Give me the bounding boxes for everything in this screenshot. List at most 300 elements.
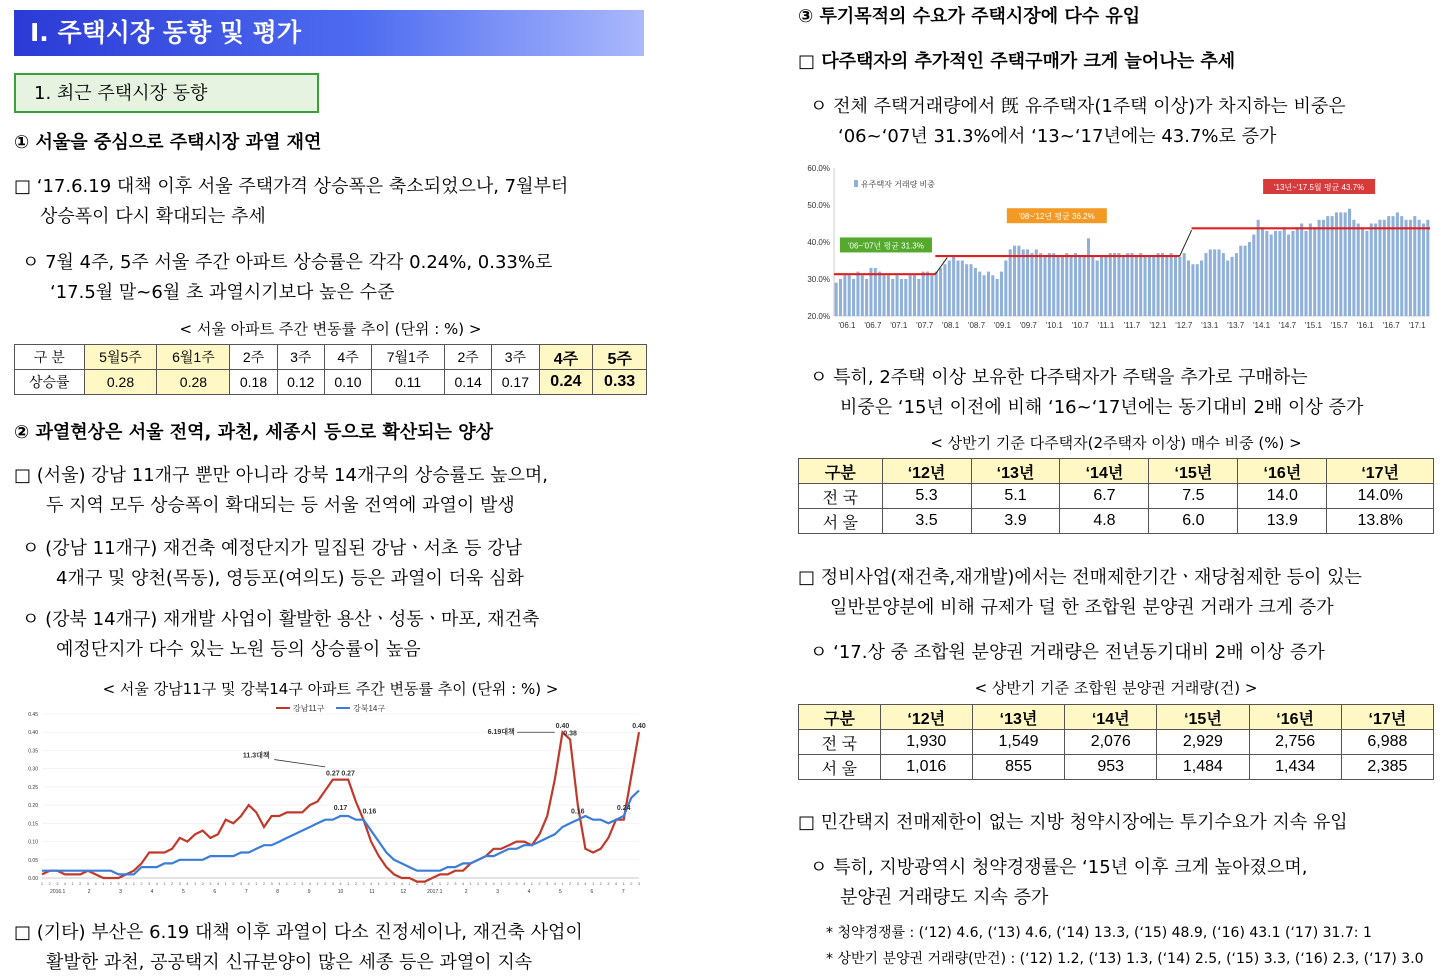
- bar: [961, 261, 964, 317]
- table-cell: 6,988: [1341, 730, 1433, 755]
- bar: [852, 279, 855, 316]
- x-tick-label: 2: [446, 881, 449, 886]
- data-label: 0.27: [326, 770, 340, 778]
- x-tick-label: '09.1: [993, 321, 1011, 330]
- x-tick-label: 3: [392, 881, 396, 886]
- bar: [1122, 257, 1125, 316]
- bar: [839, 279, 842, 316]
- y-tick-label: 50.0%: [807, 201, 830, 210]
- table-row: [799, 755, 1434, 780]
- bar: [996, 279, 999, 316]
- x-tick-label: 2: [599, 881, 602, 886]
- multi-home-buyer-table: [798, 458, 1434, 534]
- bar: [1244, 246, 1247, 316]
- x-tick-label: '11.1: [1097, 321, 1115, 330]
- bar: [1070, 257, 1073, 316]
- bar: [1126, 253, 1129, 316]
- legend-label: 강북14구: [353, 704, 386, 713]
- table-cell: 0.14: [445, 370, 492, 395]
- paragraph-5-line-1: ㅇ (강북 14개구) 재개발 사업이 활발한 용산ㆍ성동ㆍ마포, 재건축: [22, 609, 540, 630]
- bar: [1374, 224, 1377, 317]
- bar: [1222, 253, 1225, 316]
- x-tick-label: 1: [193, 881, 197, 886]
- legend-swatch: [854, 180, 858, 187]
- paragraph-r4-line-2: 일반분양분에 비해 규제가 덜 한 조합원 분양권 거래가 크게 증가: [830, 597, 1334, 618]
- table2-caption: < 상반기 기준 다주택자(2주택자 이상) 매수 비중 (%) >: [930, 434, 1302, 452]
- bar: [856, 272, 859, 316]
- data-label: 0.16: [570, 808, 585, 816]
- table-header-cell: 6월1주: [157, 345, 230, 370]
- bar: [896, 275, 899, 316]
- x-group-label: 6: [213, 889, 217, 895]
- x-group-label: 5: [182, 889, 185, 895]
- table-cell: 2,385: [1341, 755, 1433, 780]
- bar: [926, 272, 929, 316]
- bar: [843, 275, 846, 316]
- table-row: [799, 509, 1434, 534]
- average-label: '13년~'17.5월 평균 43.7%: [1273, 182, 1365, 192]
- bar: [1178, 257, 1181, 316]
- bar: [1022, 249, 1025, 316]
- bar: [1331, 216, 1334, 316]
- x-tick-label: '07.7: [916, 321, 934, 330]
- bar: [1109, 253, 1112, 316]
- table-cell: 1,930: [880, 730, 972, 755]
- bar: [887, 275, 890, 316]
- x-tick-label: '14.7: [1278, 321, 1297, 330]
- x-tick-label: '12.1: [1149, 321, 1167, 330]
- x-tick-label: 3: [637, 881, 641, 886]
- bar: [1200, 261, 1203, 317]
- paragraph-1-line-1: □ ‘17.6.19 대책 이후 서울 주택가격 상승폭은 축소되었으나, 7월부터: [14, 176, 569, 197]
- data-label: 0.40: [555, 723, 570, 731]
- table-cell: 14.0: [1238, 484, 1327, 509]
- x-tick-label: 4: [278, 881, 281, 886]
- bar: [1231, 257, 1234, 316]
- bar: [909, 275, 912, 316]
- bar: [1174, 257, 1177, 316]
- x-tick-label: 3: [117, 881, 120, 886]
- y-tick-label: 0.40: [28, 730, 38, 737]
- x-tick-label: 2: [415, 881, 419, 886]
- table-cell: 6.7: [1060, 484, 1149, 509]
- table-cell: 0.28: [157, 370, 230, 395]
- paragraph-r2-line-2: ‘06~‘07년 31.3%에서 ‘13~‘17년에는 43.7%로 증가: [838, 126, 1277, 147]
- x-tick-label: 4: [308, 881, 312, 886]
- bar: [1422, 224, 1425, 317]
- table-header-cell: ‘14년: [1065, 705, 1157, 730]
- x-tick-label: 2: [79, 881, 82, 886]
- x-tick-label: '13.7: [1227, 321, 1245, 330]
- bar: [1139, 253, 1142, 316]
- x-tick-label: 4: [155, 881, 158, 886]
- x-tick-label: 2: [507, 881, 511, 886]
- x-tick-label: 4: [584, 881, 587, 886]
- x-tick-label: '07.1: [890, 321, 908, 330]
- x-tick-label: 3: [515, 881, 518, 886]
- x-tick-label: 4: [431, 881, 434, 886]
- x-tick-label: 3: [239, 881, 243, 886]
- bar: [861, 275, 864, 316]
- section-subtitle: 1. 최근 주택시장 동향: [14, 73, 319, 113]
- union-presale-table: [798, 704, 1434, 780]
- bar: [991, 275, 994, 316]
- x-tick-label: 2: [109, 881, 113, 886]
- x-tick-label: '16.7: [1382, 321, 1400, 330]
- bar: [956, 261, 959, 317]
- table-cell: 13.8%: [1327, 509, 1434, 534]
- y-tick-label: 60.0%: [807, 164, 830, 173]
- table-header-cell: 2주: [445, 345, 492, 370]
- x-tick-label: '13.1: [1201, 321, 1219, 330]
- bar: [1248, 242, 1251, 316]
- y-tick-label: 0.25: [28, 784, 38, 791]
- x-tick-label: '10.1: [1045, 321, 1063, 330]
- data-label: 0.40: [632, 723, 646, 731]
- bar: [1270, 235, 1273, 316]
- bar: [900, 279, 903, 316]
- table-row: [15, 370, 647, 395]
- bar: [1400, 216, 1403, 316]
- x-tick-label: 1: [255, 881, 258, 886]
- x-tick-label: '08.7: [967, 321, 986, 330]
- x-tick-label: 4: [523, 881, 526, 886]
- table-cell: 5.1: [971, 484, 1060, 509]
- table-header-cell: ‘12년: [880, 705, 972, 730]
- bar: [1226, 261, 1229, 317]
- x-group-label: 10: [337, 889, 344, 895]
- x-tick-label: 1: [347, 881, 350, 886]
- bar: [1413, 216, 1416, 316]
- table-cell: 0.17: [492, 370, 539, 395]
- paragraph-r3-line-1: ㅇ 특히, 2주택 이상 보유한 다주택자가 주택을 추가로 구매하는: [810, 367, 1308, 388]
- x-tick-label: 4: [339, 881, 342, 886]
- bar: [1418, 220, 1421, 316]
- table-header-cell: 구 분: [15, 345, 85, 370]
- bar: [1030, 253, 1033, 316]
- bar: [1144, 257, 1147, 316]
- table-cell: 상승률: [15, 370, 85, 395]
- x-tick-label: 3: [576, 881, 579, 886]
- x-tick-label: 2: [354, 881, 357, 886]
- annotation-label: 6.19대책: [487, 729, 515, 737]
- x-group-label: 2016.1: [50, 889, 66, 895]
- bar: [891, 279, 894, 316]
- table-header-cell: ‘13년: [971, 459, 1060, 484]
- table-cell: 0.18: [230, 370, 277, 395]
- owner-share-bar-chart: [798, 160, 1434, 344]
- bar: [948, 261, 951, 317]
- table-header-cell: 3주: [277, 345, 324, 370]
- paragraph-r2-line-1: ㅇ 전체 주택거래량에서 旣 유주택자(1주택 이상)가 차지하는 비중은: [810, 96, 1346, 117]
- table-header-cell: ‘13년: [972, 705, 1064, 730]
- footnote-presale-volume: * 상반기 분양권 거래량(만건) : (‘12) 1.2, (‘13) 1.3, (‘14) 2.5, (‘15) 3.3, (‘16) 2.3, (‘17) 3.0: [826, 951, 1424, 967]
- x-tick-label: 1: [102, 881, 105, 886]
- x-tick-label: 1: [163, 881, 166, 886]
- table-cell: 2,076: [1065, 730, 1157, 755]
- bar: [1135, 257, 1138, 316]
- paragraph-r7-line-2: 분양권 거래량도 지속 증가: [840, 887, 1049, 908]
- table-cell: 3.5: [882, 509, 971, 534]
- bar: [1391, 216, 1394, 316]
- bar: [1357, 224, 1360, 317]
- table-header-cell: 구분: [799, 705, 881, 730]
- heading-section-2: ② 과열현상은 서울 전역, 과천, 세종시 등으로 확산되는 양상: [14, 422, 493, 443]
- bar: [917, 279, 920, 316]
- table-cell: 2,756: [1249, 730, 1341, 755]
- paragraph-r7-line-1: ㅇ 특히, 지방광역시 청약경쟁률은 ‘15년 이후 크게 높아졌으며,: [810, 857, 1308, 878]
- table-cell: 1,484: [1157, 755, 1249, 780]
- bar: [1318, 220, 1321, 316]
- x-tick-label: 3: [454, 881, 457, 886]
- table-cell: 0.12: [277, 370, 324, 395]
- y-tick-label: 0.45: [28, 712, 38, 718]
- x-tick-label: 2: [201, 881, 204, 886]
- bar: [1352, 220, 1355, 316]
- table-header-cell: ‘17년: [1327, 459, 1434, 484]
- bar: [1278, 231, 1281, 316]
- x-tick-label: '16.1: [1356, 321, 1374, 330]
- annotation-label: 11.3대책: [242, 752, 270, 760]
- x-tick-label: '09.7: [1019, 321, 1037, 330]
- bar: [1405, 220, 1408, 316]
- table-row: [799, 730, 1434, 755]
- y-tick-label: 0.35: [28, 748, 38, 755]
- average-label: '06~'07년 평균 31.3%: [848, 241, 924, 251]
- x-tick-label: 4: [553, 881, 556, 886]
- x-tick-label: 3: [178, 881, 181, 886]
- table-header-cell: 5월5주: [84, 345, 157, 370]
- table-cell: 0.28: [84, 370, 157, 395]
- x-tick-label: 1: [622, 881, 625, 886]
- page-title: Ⅰ. 주택시장 동향 및 평가: [14, 10, 644, 56]
- bar: [1300, 224, 1303, 317]
- bar: [1309, 224, 1312, 317]
- x-tick-label: 4: [63, 881, 67, 886]
- table3-caption: < 상반기 기준 조합원 분양권 거래량(건) >: [974, 679, 1258, 697]
- bar: [1370, 224, 1373, 317]
- x-group-label: 3: [119, 889, 122, 895]
- weekly-change-table: [14, 344, 647, 395]
- x-tick-label: 4: [492, 881, 495, 886]
- x-tick-label: 2: [48, 881, 51, 886]
- bar: [1261, 227, 1264, 316]
- table-row: [15, 345, 647, 370]
- x-group-label: 3: [496, 889, 499, 895]
- paragraph-r6: □ 민간택지 전매제한이 없는 지방 청약시장에는 투기수요가 지속 유입: [798, 812, 1348, 833]
- x-tick-label: 3: [209, 881, 212, 886]
- y-tick-label: 0.05: [28, 857, 38, 864]
- bar: [1304, 231, 1307, 316]
- bar: [1213, 249, 1216, 316]
- bar: [930, 275, 933, 316]
- bar: [878, 272, 881, 316]
- table-header-cell: 3주: [492, 345, 539, 370]
- x-group-label: 5: [559, 889, 562, 895]
- x-tick-label: 4: [216, 881, 220, 886]
- bar: [1087, 238, 1090, 316]
- bar: [1100, 257, 1103, 316]
- table-row: [799, 705, 1434, 730]
- bar: [1074, 253, 1077, 316]
- y-tick-label: 0.20: [28, 803, 38, 810]
- table-cell: 855: [972, 755, 1064, 780]
- x-tick-label: 2: [140, 881, 143, 886]
- bar: [1387, 216, 1390, 316]
- bar: [1291, 231, 1294, 316]
- bar: [1026, 249, 1029, 316]
- x-tick-label: 1: [71, 881, 74, 886]
- x-tick-label: 1: [132, 881, 135, 886]
- bar: [1170, 253, 1173, 316]
- table-header-cell: 2주: [230, 345, 277, 370]
- x-tick-label: 1: [561, 881, 564, 886]
- table-header-cell: 5주: [593, 345, 647, 370]
- bar: [1287, 235, 1290, 316]
- bar: [1091, 257, 1094, 316]
- x-tick-label: '15.1: [1304, 321, 1322, 330]
- bar: [1113, 253, 1116, 316]
- x-tick-label: 1: [377, 881, 380, 886]
- bar: [1365, 231, 1368, 316]
- bar: [1274, 231, 1277, 316]
- x-tick-label: '15.7: [1330, 321, 1348, 330]
- bar: [1322, 220, 1325, 316]
- bar: [978, 272, 981, 316]
- paragraph-2-line-1: ㅇ 7월 4주, 5주 서울 주간 아파트 상승률은 각각 0.24%, 0.33%로: [22, 252, 553, 273]
- table-cell: 7.5: [1149, 484, 1238, 509]
- bar: [1209, 249, 1212, 316]
- x-tick-label: 3: [362, 881, 365, 886]
- paragraph-2-line-2: ‘17.5월 말~6월 초 과열시기보다 높은 수준: [50, 282, 395, 303]
- bar: [1117, 253, 1120, 316]
- table-header-cell: 4주: [324, 345, 371, 370]
- bar: [1383, 220, 1386, 316]
- table-cell: 0.33: [593, 370, 647, 395]
- x-tick-label: 1: [224, 881, 227, 886]
- paragraph-3-line-1: □ (서울) 강남 11개구 뿐만 아니라 강북 14개구의 상승률도 높으며,: [14, 465, 548, 486]
- table-cell: 서 울: [799, 509, 883, 534]
- x-group-label: 4: [527, 889, 531, 895]
- x-tick-label: 3: [148, 881, 151, 886]
- heading-section-3: ③ 투기목적의 수요가 주택시장에 다수 유입: [798, 6, 1141, 27]
- table-row: [799, 459, 1434, 484]
- table-header-cell: 구분: [799, 459, 883, 484]
- bar: [1187, 261, 1190, 317]
- table-header-cell: ‘15년: [1157, 705, 1249, 730]
- bar: [1048, 253, 1051, 316]
- table-header-cell: 7월1주: [372, 345, 445, 370]
- footnote-competition-rate: * 청약경쟁률 : (‘12) 4.6, (‘13) 4.6, (‘14) 13.3, (‘15) 48.9, (‘16) 43.1 (‘17) 31.7: 1: [826, 925, 1372, 941]
- legend-label: 유주택자 거래량 비중: [861, 180, 935, 189]
- x-tick-label: '08.1: [942, 321, 960, 330]
- table-header-cell: 4주: [539, 345, 593, 370]
- table-cell: 0.11: [372, 370, 445, 395]
- bar: [935, 272, 938, 316]
- bar: [1409, 220, 1412, 316]
- table-cell: 1,434: [1249, 755, 1341, 780]
- bar: [1043, 257, 1046, 316]
- bar: [848, 275, 851, 316]
- bar: [1104, 257, 1107, 316]
- bar: [1000, 272, 1003, 316]
- paragraph-4-line-1: ㅇ (강남 11개구) 재건축 예정단지가 밀집된 강남ㆍ서초 등 강남: [22, 538, 523, 559]
- paragraph-6-line-1: □ (기타) 부산은 6.19 대책 이후 과열이 다소 진정세이나, 재건축 사업이: [14, 922, 583, 943]
- table-cell: 2,929: [1157, 730, 1249, 755]
- x-tick-label: 4: [400, 881, 403, 886]
- x-tick-label: 3: [546, 881, 549, 886]
- bar: [1326, 216, 1329, 316]
- average-arrow: [1180, 230, 1192, 256]
- table-cell: 14.0%: [1327, 484, 1434, 509]
- bar: [1004, 261, 1007, 317]
- table-cell: 4.8: [1060, 509, 1149, 534]
- table-header-cell: ‘16년: [1249, 705, 1341, 730]
- x-tick-label: '12.7: [1175, 321, 1193, 330]
- bar: [1361, 227, 1364, 316]
- average-label: '08~'12년 평균 36.2%: [1018, 212, 1095, 222]
- paragraph-1-line-2: 상승폭이 다시 확대되는 추세: [40, 206, 266, 227]
- x-tick-label: 2: [477, 881, 480, 886]
- x-tick-label: '14.1: [1253, 321, 1271, 330]
- y-tick-label: 20.0%: [807, 312, 830, 321]
- bar: [1378, 220, 1381, 316]
- table-cell: 6.0: [1149, 509, 1238, 534]
- legend-label: 강남11구: [293, 704, 325, 713]
- x-tick-label: '06.1: [838, 321, 856, 330]
- bar: [1196, 264, 1199, 316]
- bar: [974, 268, 977, 316]
- x-tick-label: 2: [262, 881, 266, 886]
- x-tick-label: 4: [369, 881, 373, 886]
- bar: [1078, 257, 1081, 316]
- bar: [1157, 253, 1160, 316]
- table-cell: 5.3: [882, 484, 971, 509]
- data-label: 0.38: [563, 730, 577, 738]
- x-tick-label: 1: [316, 881, 319, 886]
- paragraph-3-line-2: 두 지역 모두 상승폭이 확대되는 등 서울 전역에 과열이 발생: [46, 495, 515, 516]
- bar: [1061, 257, 1064, 316]
- bar: [1217, 249, 1220, 316]
- x-group-label: 9: [307, 889, 311, 895]
- bar: [943, 264, 946, 316]
- x-tick-label: 3: [484, 881, 488, 886]
- x-tick-label: 2: [538, 881, 541, 886]
- x-tick-label: 3: [423, 881, 426, 886]
- bar: [1039, 253, 1042, 316]
- table-cell: 3.9: [971, 509, 1060, 534]
- x-tick-label: 2: [568, 881, 572, 886]
- weekly-line-chart: [14, 700, 647, 904]
- table-cell: 전 국: [799, 484, 883, 509]
- bar: [987, 272, 990, 316]
- x-tick-label: 4: [247, 881, 250, 886]
- x-tick-label: 1: [500, 881, 503, 886]
- data-label: 0.17: [333, 805, 348, 813]
- bar: [883, 275, 886, 316]
- table-header-cell: ‘17년: [1341, 705, 1433, 730]
- bar: [1083, 257, 1086, 316]
- bar: [904, 279, 907, 316]
- table-cell: 전 국: [799, 730, 881, 755]
- bar: [983, 275, 986, 316]
- bar: [965, 264, 968, 316]
- x-tick-label: 3: [86, 881, 90, 886]
- bar: [1165, 257, 1168, 316]
- x-group-label: 6: [590, 889, 594, 895]
- x-tick-label: 1: [530, 881, 533, 886]
- bar: [1183, 253, 1186, 316]
